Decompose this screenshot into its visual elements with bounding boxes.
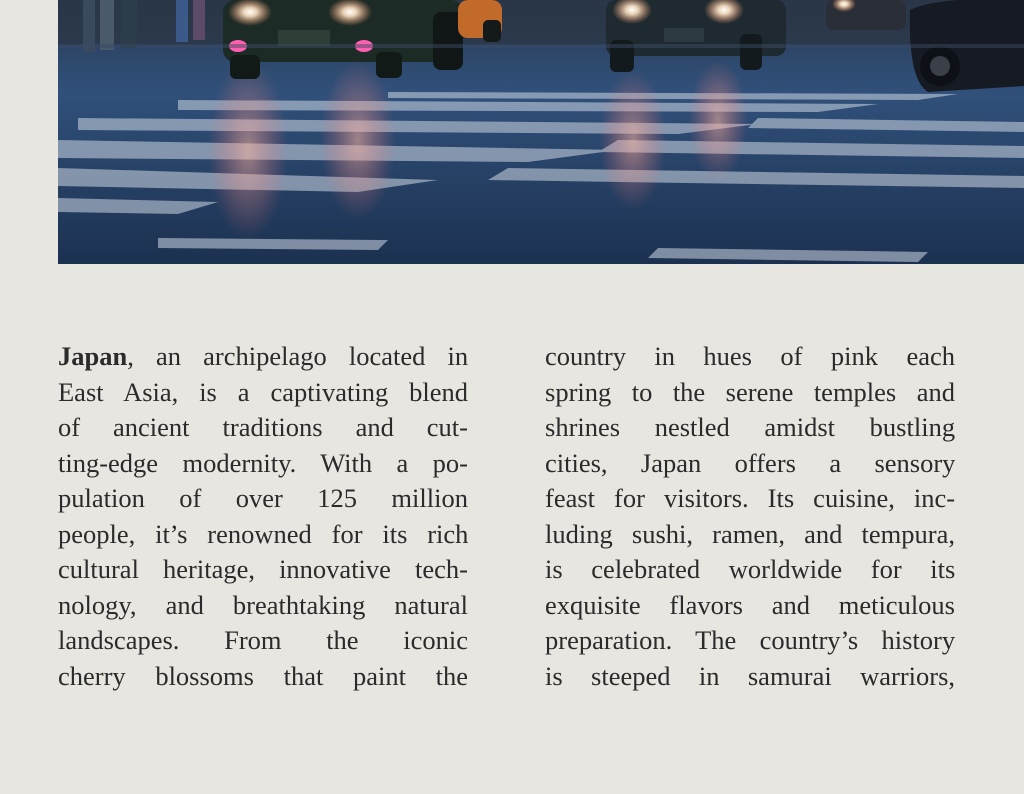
article-line: of ancient traditions and cut- [58,412,468,442]
article-line: cultural heritage, innovative tech- [58,554,468,584]
article-line: shrines nestled amidst bustling [545,412,955,442]
article-line: is celebrated worldwide for its [545,554,955,584]
article-line: East Asia, is a captivating blend [58,376,468,407]
article-line: landscapes. From the iconic [58,625,468,655]
car-orange [458,0,502,42]
article-line: people, it’s renowned for its rich [58,518,468,549]
hero-image [58,0,1024,264]
article-line: pulation of over 125 million [58,483,468,513]
article-line: country in hues of pink each [545,341,955,371]
article-column-right [545,339,955,694]
article-line: cities, Japan offers a sensory [545,447,955,478]
article-line: spring to the serene temples and [545,376,955,407]
article-line: luding sushi, ramen, and tempura, [545,518,955,549]
article-line: is steeped in samurai warriors, [545,660,955,691]
article-line: cherry blossoms that paint the [58,660,468,691]
article-line: feast for visitors. Its cuisine, inc- [545,483,955,513]
article-line: preparation. The country’s history [545,625,955,655]
car-far [826,0,906,30]
article-line: exquisite flavors and meticulous [545,589,955,620]
article-line: ting-edge modernity. With a po- [58,447,468,478]
article-column-left [58,339,468,694]
lead-word: Japan [58,341,128,371]
article-line: nology, and breathtaking natural [58,589,468,620]
street-night-photo [58,0,1024,264]
article-line [58,339,468,375]
first-line-text: , an archipelago located in [127,341,468,371]
